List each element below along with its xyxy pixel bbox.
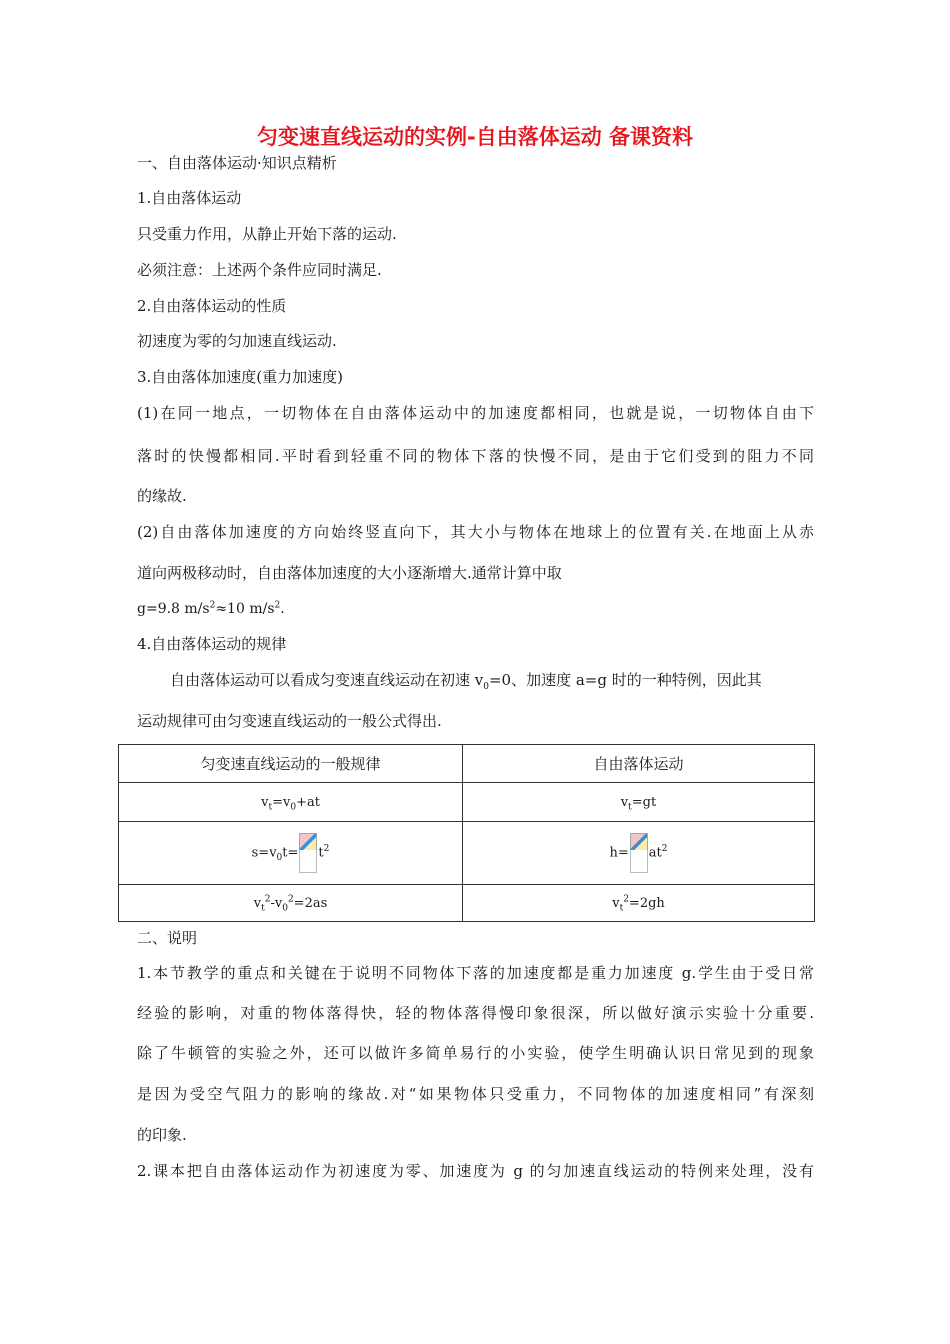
paragraph-line: 是因为受空气阻力的影响的缘故.对“如果物体只受重力，不同物体的加速度相同”有深刻	[137, 1085, 814, 1103]
paragraph-line: 落时的快慢都相同.平时看到轻重不同的物体下落的快慢不同，是由于它们受到的阻力不同	[137, 447, 814, 465]
subheading: 4.自由落体运动的规律	[137, 635, 287, 653]
paragraph-line: 除了牛顿管的实验之外，还可以做许多简单易行的小实验，使学生明确认识日常见到的现象	[137, 1044, 814, 1062]
paragraph-line: 只受重力作用，从静止开始下落的运动.	[137, 225, 397, 243]
table-header: 自由落体运动	[463, 745, 815, 783]
table-cell: $v_t=v_0+at$	[119, 783, 463, 822]
subheading: 2.自由落体运动的性质	[137, 297, 287, 315]
formula-table	[118, 744, 815, 922]
paragraph-line: (2)自由落体加速度的方向始终竖直向下，其大小与物体在地球上的位置有关.在地面上从赤	[137, 523, 814, 541]
g-value-formula: g=9.8 $m/s^2\approx 10$ $m/s^2$.	[137, 600, 285, 617]
document-title: 匀变速直线运动的实例-自由落体运动 备课资料	[256, 125, 694, 149]
table-header: 匀变速直线运动的一般规律	[119, 745, 463, 783]
paragraph-line: 初速度为零的匀加速直线运动.	[137, 332, 337, 350]
paragraph-line: 2.课本把自由落体运动作为初速度为零、加速度为 g 的匀加速直线运动的特例来处理，没有	[137, 1162, 814, 1180]
section-heading: 二、说明	[137, 929, 198, 947]
paragraph-line: 经验的影响，对重的物体落得快，轻的物体落得慢印象很深，所以做好演示实验十分重要.	[137, 1004, 814, 1022]
fraction-image-icon	[630, 833, 648, 873]
subheading: 3.自由落体加速度(重力加速度)	[137, 368, 344, 386]
paragraph-line: 必须注意：上述两个条件应同时满足.	[137, 261, 382, 279]
paragraph-line: 道向两极移动时，自由落体加速度的大小逐渐增大.通常计算中取	[137, 564, 562, 582]
paragraph-line: 1.本节教学的重点和关键在于说明不同物体下落的加速度都是重力加速度 g.学生由于受日常	[137, 964, 814, 982]
fraction-image-icon	[299, 833, 317, 873]
table-cell: $s=v_0t=$ $t^2$	[119, 822, 463, 885]
subheading: 1.自由落体运动	[137, 189, 242, 207]
paragraph-line: (1)在同一地点，一切物体在自由落体运动中的加速度都相同，也就是说，一切物体自由下	[137, 404, 814, 422]
paragraph-line: 自由落体运动可以看成匀变速直线运动在初速 $v_0=0$、加速度 a=g 时的一种特例，因此其	[170, 671, 762, 692]
table-cell: h= $at^2$	[463, 822, 815, 885]
paragraph-line: 的缘故.	[137, 487, 187, 505]
paragraph-line: 的印象.	[137, 1126, 187, 1144]
table-cell: $v_t^2-v_0^2=2as$	[119, 885, 463, 922]
table-cell: $v_t^2=2gh$	[463, 885, 815, 922]
table-cell: $v_t=gt$	[463, 783, 815, 822]
paragraph-line: 运动规律可由匀变速直线运动的一般公式得出.	[137, 712, 442, 730]
section-heading: 一、自由落体运动·知识点精析	[137, 154, 337, 172]
